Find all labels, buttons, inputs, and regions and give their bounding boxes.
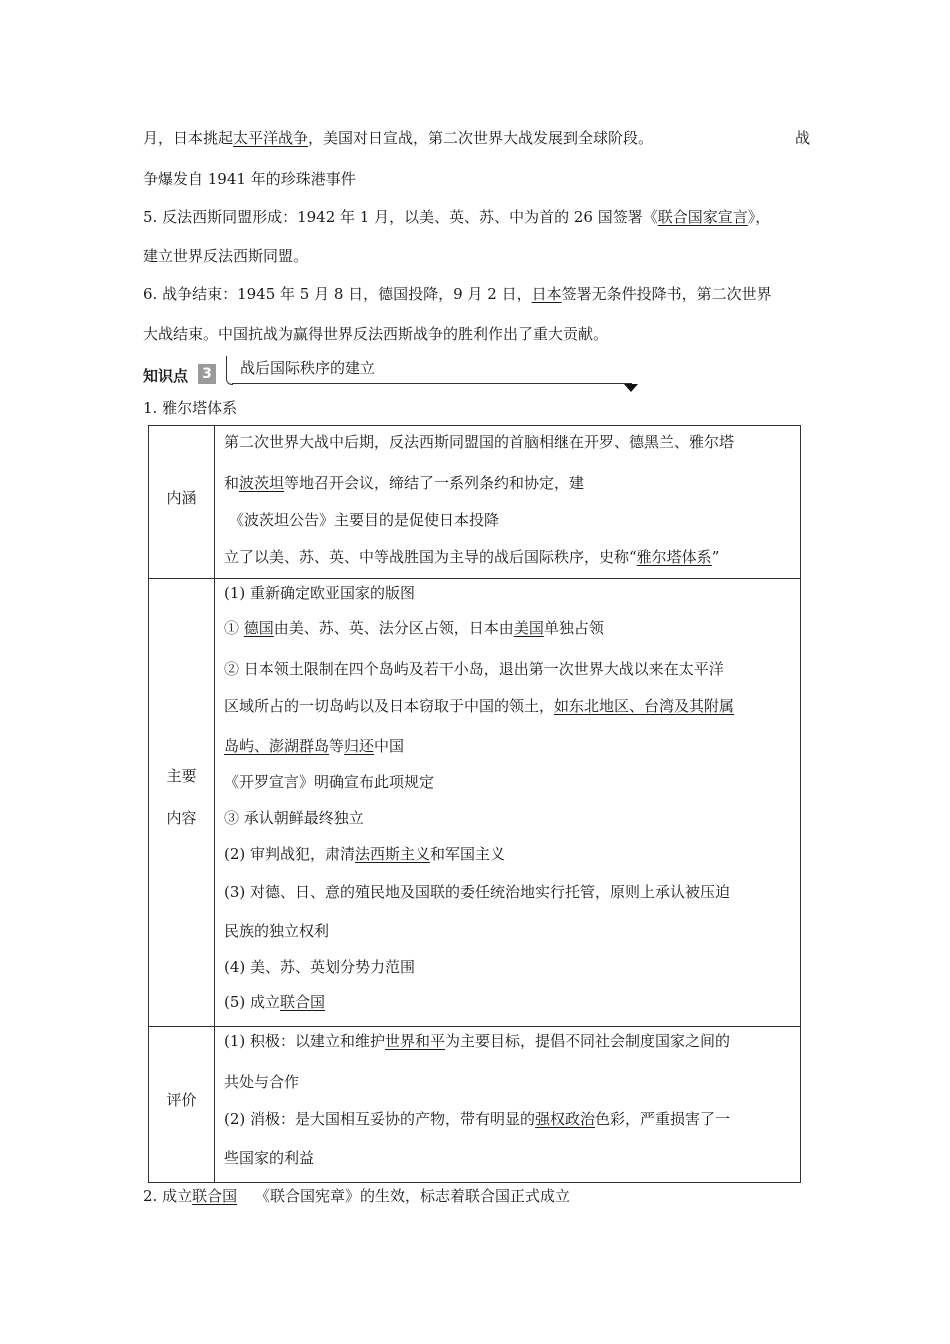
section-label: 知识点 — [143, 367, 189, 385]
item-6-line-2: 大战结束。中国抗战为赢得世界反法西斯战争的胜利作出了重大贡献。 — [143, 325, 609, 343]
cell-line: 立了以美、苏、英、中等战胜国为主导的战后国际秩序，史称“雅尔塔体系” — [224, 548, 720, 566]
cell-line: (2) 消极：是大国相互妥协的产物，带有明显的强权政治色彩，严重损害了一 — [224, 1110, 731, 1128]
table-divider-vertical — [214, 426, 215, 1182]
underlined-term: 联合国 — [280, 993, 326, 1011]
margin-note-continued: 争爆发自 1941 年的珍珠港事件 — [143, 170, 356, 188]
margin-note-start: 战 — [795, 129, 811, 147]
row-head-main-content: 主要 — [166, 767, 197, 785]
underlined-term: 世界和平 — [385, 1032, 446, 1050]
cell-line: 共处与合作 — [224, 1073, 300, 1091]
section-rule — [232, 383, 632, 384]
item-5-line-1: 5. 反法西斯同盟形成：1942 年 1 月，以美、英、苏、中为首的 26 国签署《联合国家宣言》， — [143, 208, 771, 226]
inline-note: 《波茨坦公告》主要目的是促使日本投降 — [229, 511, 500, 529]
underlined-term: 太平洋战争 — [233, 129, 309, 147]
underlined-term: 德国 — [243, 619, 274, 637]
cell-line: 些国家的利益 — [224, 1149, 315, 1167]
underlined-term: 雅尔塔体系 — [636, 548, 712, 566]
underlined-term: 法西斯主义 — [355, 845, 431, 863]
table-divider-row — [149, 578, 800, 579]
row-head-connotation: 内涵 — [166, 489, 197, 507]
intro-line-1: 月，日本挑起太平洋战争，美国对日宣战，第二次世界大战发展到全球阶段。 — [143, 129, 654, 147]
underlined-term: 如东北地区、台湾及其附属 — [554, 697, 735, 715]
inline-note: 《联合国宪章》的生效，标志着联合国正式成立 — [255, 1187, 571, 1205]
underlined-term: 美国 — [513, 619, 544, 637]
subsection-heading-1: 1. 雅尔塔体系 — [143, 399, 238, 417]
yalta-system-table — [148, 425, 801, 1183]
section-arrow-icon — [624, 384, 638, 392]
cell-line: (3) 对德、日、意的殖民地及国联的委任统治地实行托管，原则上承认被压迫 — [224, 883, 731, 901]
underlined-term: 归还 — [344, 737, 375, 755]
underlined-term: 岛屿、澎湖群岛 — [224, 737, 330, 755]
table-divider-row — [149, 1026, 800, 1027]
underlined-term: 联合国 — [192, 1187, 238, 1205]
cell-line: (4) 美、苏、英划分势力范围 — [224, 958, 416, 976]
cell-line: 民族的独立权利 — [224, 922, 330, 940]
item-6-line-1: 6. 战争结束：1945 年 5 月 8 日，德国投降，9 月 2 日，日本签署无条件投降书，第二次世界 — [143, 285, 772, 303]
underlined-term: 强权政治 — [535, 1110, 596, 1128]
cell-line: 区域所占的一切岛屿以及日本窃取于中国的领土，如东北地区、台湾及其附属 — [224, 697, 735, 715]
section-title: 战后国际秩序的建立 — [240, 359, 376, 377]
cell-line: 和波茨坦等地召开会议，缔结了一系列条约和协定，建 — [224, 474, 585, 492]
cell-line: 岛屿、澎湖群岛等归还中国 — [224, 737, 405, 755]
underlined-term: 波茨坦 — [239, 474, 285, 492]
item-5-line-2: 建立世界反法西斯同盟。 — [143, 247, 309, 265]
cell-line: (5) 成立联合国 — [224, 993, 326, 1011]
cell-line: ③ 承认朝鲜最终独立 — [224, 809, 364, 827]
subsection-heading-2: 2. 成立联合国 — [143, 1187, 238, 1205]
row-head-main-content: 内容 — [166, 809, 197, 827]
underlined-term: 日本 — [531, 285, 562, 303]
row-head-evaluation: 评价 — [166, 1091, 197, 1109]
cell-line: ② 日本领土限制在四个岛屿及若干小岛，退出第一次世界大战以来在太平洋 — [224, 660, 724, 678]
section-bracket — [226, 356, 233, 385]
underlined-term: 联合国家宣言 — [657, 208, 748, 226]
cell-line: (1) 积极：以建立和维护世界和平为主要目标，提倡不同社会制度国家之间的 — [224, 1032, 731, 1050]
inline-note: 《开罗宣言》明确宣布此项规定 — [224, 773, 435, 791]
cell-line: ① 德国由美、苏、英、法分区占领，日本由美国单独占领 — [224, 619, 604, 637]
cell-line: (1) 重新确定欧亚国家的版图 — [224, 584, 416, 602]
section-number-badge: 3 — [198, 364, 216, 384]
cell-line: 第二次世界大战中后期，反法西斯同盟国的首脑相继在开罗、德黑兰、雅尔塔 — [224, 433, 735, 451]
cell-line: (2) 审判战犯，肃清法西斯主义和军国主义 — [224, 845, 506, 863]
